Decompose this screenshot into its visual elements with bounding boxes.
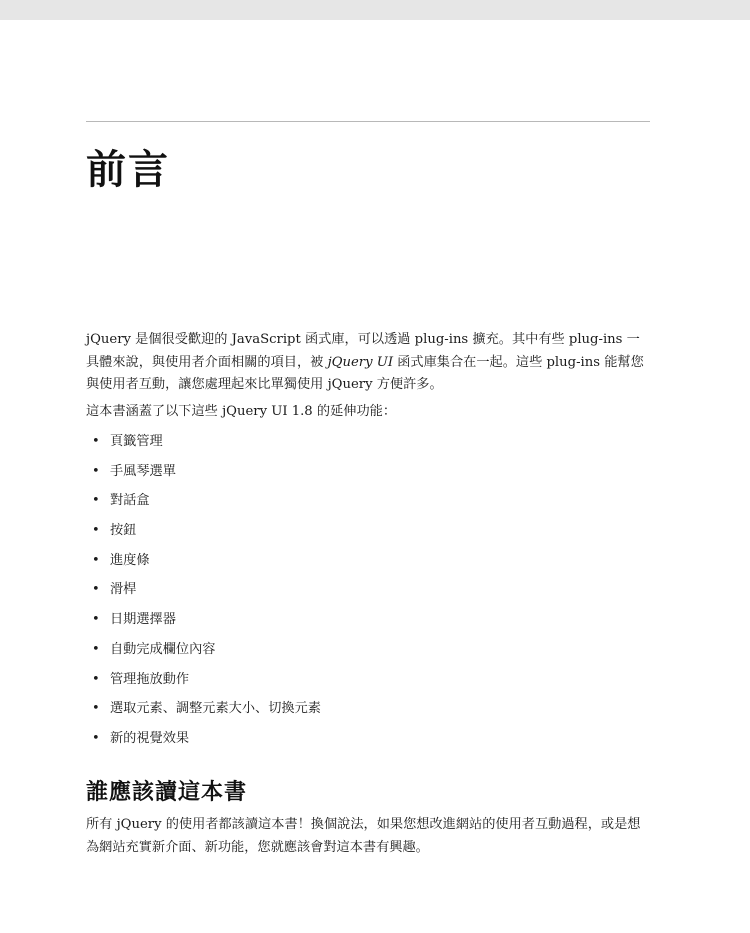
bullet-icon: • [92,463,100,479]
list-item-label: 進度條 [110,552,150,568]
list-item [86,578,650,608]
list-item [86,460,650,490]
intro-paragraph [86,329,650,397]
bullet-icon: • [92,523,100,539]
list-item [86,638,650,668]
bullet-icon: • [92,552,100,568]
list-item [86,519,650,549]
feature-list [86,430,650,757]
list-item [86,489,650,519]
features-intro: 這本書涵蓋了以下這些 jQuery UI 1.8 的延伸功能： [86,404,397,419]
list-item-label: 頁籤管理 [110,434,163,449]
list-item-label: 按鈕 [110,523,137,539]
audience-paragraph: 所有 jQuery 的使用者都該讀這本書！換個說法，如果您想改進網站的使用者互動過程，或是想為網站充實新介面、新功能，您就應該會對這本書有興趣。 [86,817,641,855]
list-item [86,549,650,579]
list-item-label: 日期選擇器 [110,612,176,628]
intro-text-end: 函式庫集合在一起。這些 plug-ins 能幫您與使用者互動，讓您處理起來比單獨使用 jQuery 方便許多。 [86,354,644,392]
chapter-rule [86,121,650,122]
list-item-label: 新的視覺效果 [110,730,190,746]
bullet-icon: • [92,641,100,657]
list-item [86,727,650,757]
intro-text-start: jQuery 是個很受歡迎的 JavaScript 函式庫，可以透過 plug-ins 擴充。其中有些 plug-ins 一具體來說，與使用者介面相關的項目，被 [86,332,640,370]
bullet-icon: • [92,612,100,628]
list-item-label: 手風琴選單 [110,463,176,479]
bullet-icon: • [92,434,100,449]
section-title: 誰應該讀這本書 [86,780,248,805]
jquery-ui-emphasis: jQuery UI [327,354,394,370]
list-item [86,608,650,638]
top-strip [0,0,750,20]
bullet-icon: • [92,730,100,746]
chapter-title: 前言 [86,147,170,193]
bullet-icon: • [92,493,100,509]
bullet-icon: • [92,701,100,717]
list-item-label: 對話盒 [110,493,150,509]
list-item-label: 滑桿 [110,582,137,598]
list-item [86,430,650,460]
list-item [86,697,650,727]
bullet-icon: • [92,671,100,687]
list-item-label: 管理拖放動作 [110,671,190,687]
bullet-icon: • [92,582,100,598]
list-item-label: 自動完成欄位內容 [110,641,216,657]
list-item [86,668,650,698]
list-item-label: 選取元素、調整元素大小、切換元素 [110,701,321,717]
